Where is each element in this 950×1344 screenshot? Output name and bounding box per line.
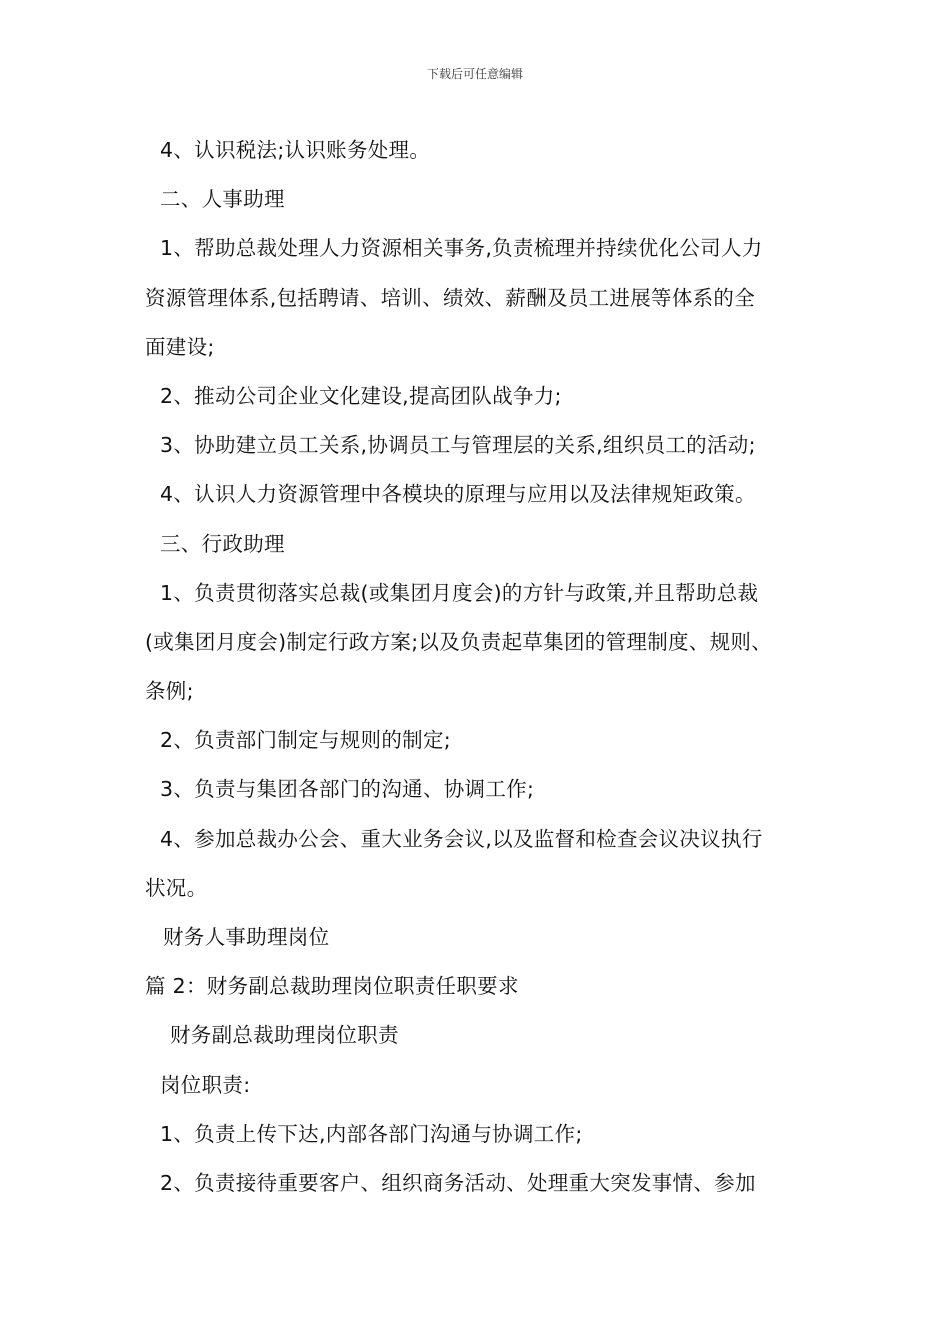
paragraph-line: 3、协助建立员工关系,协调员工与管理层的关系,组织员工的活动; xyxy=(160,433,756,458)
paragraph-line: 2、负责部门制定与规则的制定; xyxy=(160,728,451,753)
paragraph-line: 4、认识人力资源管理中各模块的原理与应用以及法律规矩政策。 xyxy=(160,482,756,507)
paragraph-line: 1、帮助总裁处理人力资源相关事务,负责梳理并持续优化公司人力 xyxy=(160,236,763,261)
section-heading: 二、人事助理 xyxy=(160,187,285,212)
section-heading: 三、行政助理 xyxy=(160,531,285,556)
document-body xyxy=(145,126,815,1208)
paragraph-line: 2、负责接待重要客户、组织商务活动、处理重大突发事情、参加 xyxy=(160,1170,756,1195)
paragraph-line: 资源管理体系,包括聘请、培训、绩效、薪酬及员工进展等体系的全 xyxy=(145,285,756,310)
paragraph-line: 1、负责上传下达,内部各部门沟通与协调工作; xyxy=(160,1121,583,1146)
paragraph-line: 1、负责贯彻落实总裁(或集团月度会)的方针与政策,并且帮助总裁 xyxy=(160,580,759,605)
paragraph-line: 2、推动公司企业文化建设,提高团队战争力; xyxy=(160,383,562,408)
page-header: 下载后可任意编辑 xyxy=(426,67,523,81)
paragraph-line: 条例; xyxy=(145,679,194,704)
paragraph-line: 状况。 xyxy=(145,875,208,900)
paragraph-line: (或集团月度会)制定行政方案;以及负责起草集团的管理制度、规则、 xyxy=(145,629,773,654)
section-title: 财务副总裁助理岗位职责 xyxy=(170,1023,399,1048)
chapter-title: 篇 2：财务副总裁助理岗位职责任职要求 xyxy=(145,974,519,999)
subsection-heading: 岗位职责: xyxy=(160,1072,251,1097)
section-title: 财务人事助理岗位 xyxy=(163,925,330,949)
paragraph-line: 面建设; xyxy=(145,334,215,359)
paragraph-line: 4、认识税法;认识账务处理。 xyxy=(160,138,431,162)
paragraph-line: 3、负责与集团各部门的沟通、协调工作; xyxy=(160,777,535,802)
paragraph-line: 4、参加总裁办公会、重大业务会议,以及监督和检查会议决议执行 xyxy=(160,826,763,851)
